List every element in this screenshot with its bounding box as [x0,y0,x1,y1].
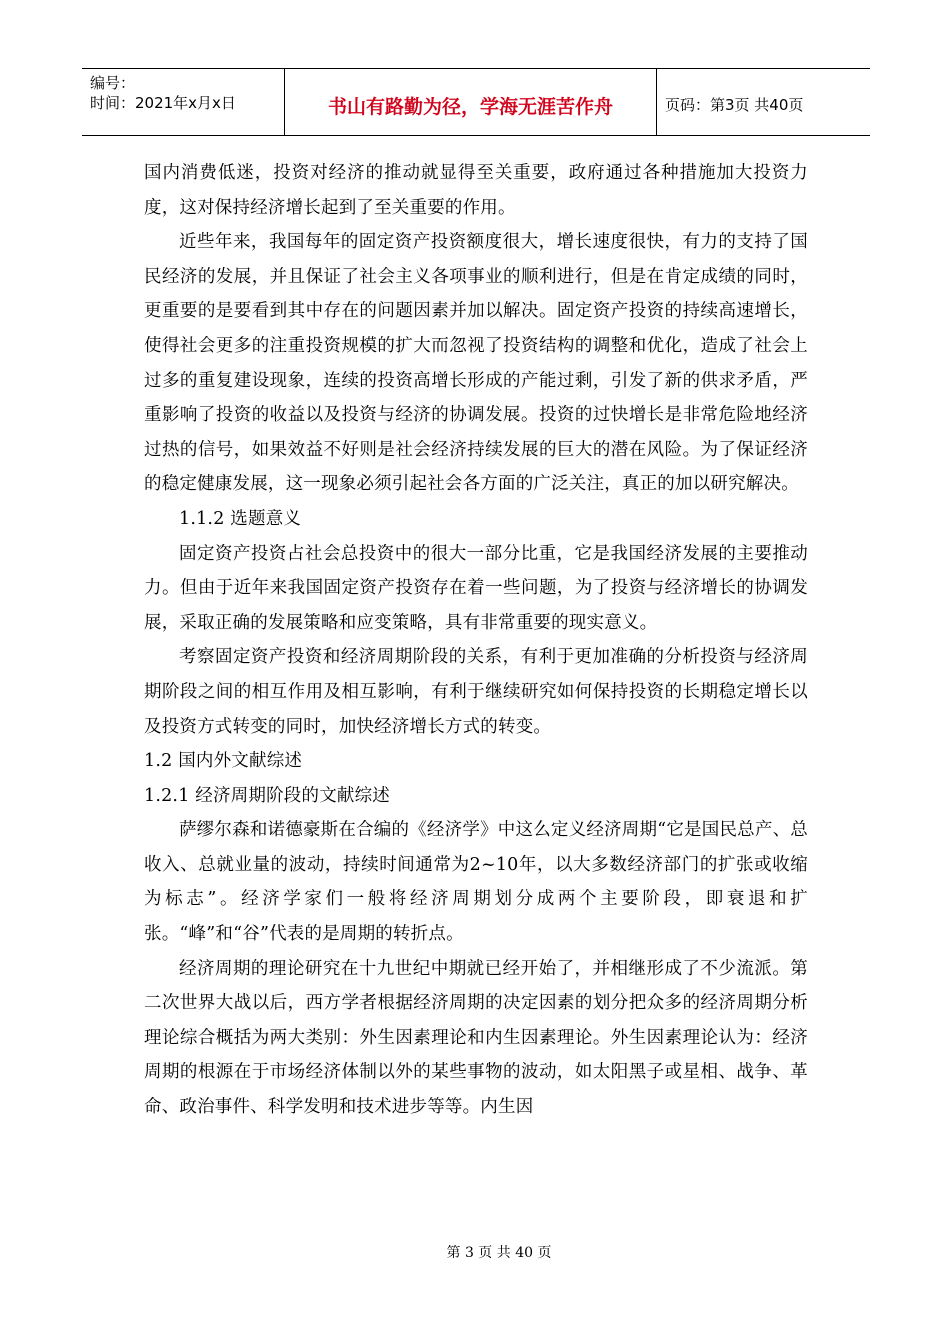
paragraph: 近些年来，我国每年的固定资产投资额度很大，增长速度很快，有力的支持了国民经济的发展，并且保证了社会主义各项事业的顺利进行，但是在肯定成绩的同时，更重要的是要看到其中存在的问题因素并加以解决。固定资产投资的持续高速增长，使得社会更多的注重投资规模的扩大而忽视了投资结构的调整和优化，造成了社会上过多的重复建设现象，连续的投资高增长形成的产能过剩，引发了新的供求矛盾，严重影响了投资的收益以及投资与经济的协调发展。投资的过快增长是非常危险地经济过热的信号，如果效益不好则是社会经济持续发展的巨大的潜在风险。为了保证经济的稳定健康发展，这一现象必须引起社会各方面的广泛关注，真正的加以研究解决。 [144,232,808,495]
document-date: 时间：2021年x月x日 [90,94,236,112]
page-footer: 第 3 页 共 40 页 [446,1245,552,1261]
section-heading-1-2-1: 1.2.1 经济周期阶段的文献综述 [144,785,390,806]
document-body [144,156,808,1125]
paragraph: 萨缪尔森和诺德豪斯在合编的《经济学》中这么定义经济周期“它是国民总产、总收入、总就业量的波动，持续时间通常为2~10年，以大多数经济部门的扩张或收缩为标志”。经济学家们一般将经济周期划分成两个主要阶段，即衰退和扩张。“峰”和“谷”代表的是周期的转折点。 [144,820,808,945]
paragraph: 固定资产投资占社会总投资中的很大一部分比重，它是我国经济发展的主要推动力。但由于近年来我国固定资产投资存在着一些问题，为了投资与经济增长的协调发展，采取正确的发展策略和应变策略，具有非常重要的现实意义。 [144,543,808,633]
paragraph: 考察固定资产投资和经济周期阶段的关系，有利于更加准确的分析投资与经济周期阶段之间的相互作用及相互影响，有利于继续研究如何保持投资的长期稳定增长以及投资方式转变的同时，加快经济增长方式的转变。 [144,647,808,737]
document-number-label: 编号： [90,74,136,92]
paragraph-continued: 国内消费低迷，投资对经济的推动就显得至关重要，政府通过各种措施加大投资力度，这对保持经济增长起到了至关重要的作用。 [144,163,808,218]
header-motto: 书山有路勤为径，学海无涯苦作舟 [285,69,657,135]
page-header [82,68,870,136]
header-page-info: 页码：第3页 共40页 [665,95,804,114]
header-meta [82,69,285,135]
section-heading-1-1-2: 1.1.2 选题意义 [179,508,302,529]
section-heading-1-2: 1.2 国内外文献综述 [144,751,303,772]
paragraph: 经济周期的理论研究在十九世纪中期就已经开始了，并相继形成了不少流派。第二次世界大战以后，西方学者根据经济周期的决定因素的划分把众多的经济周期分析理论综合概括为两大类别：外生因素理论和内生因素理论。外生因素理论认为：经济周期的根源在于市场经济体制以外的某些事物的波动，如太阳黑子或星相、战争、革命、政治事件、科学发明和技术进步等等。内生因 [144,958,808,1118]
